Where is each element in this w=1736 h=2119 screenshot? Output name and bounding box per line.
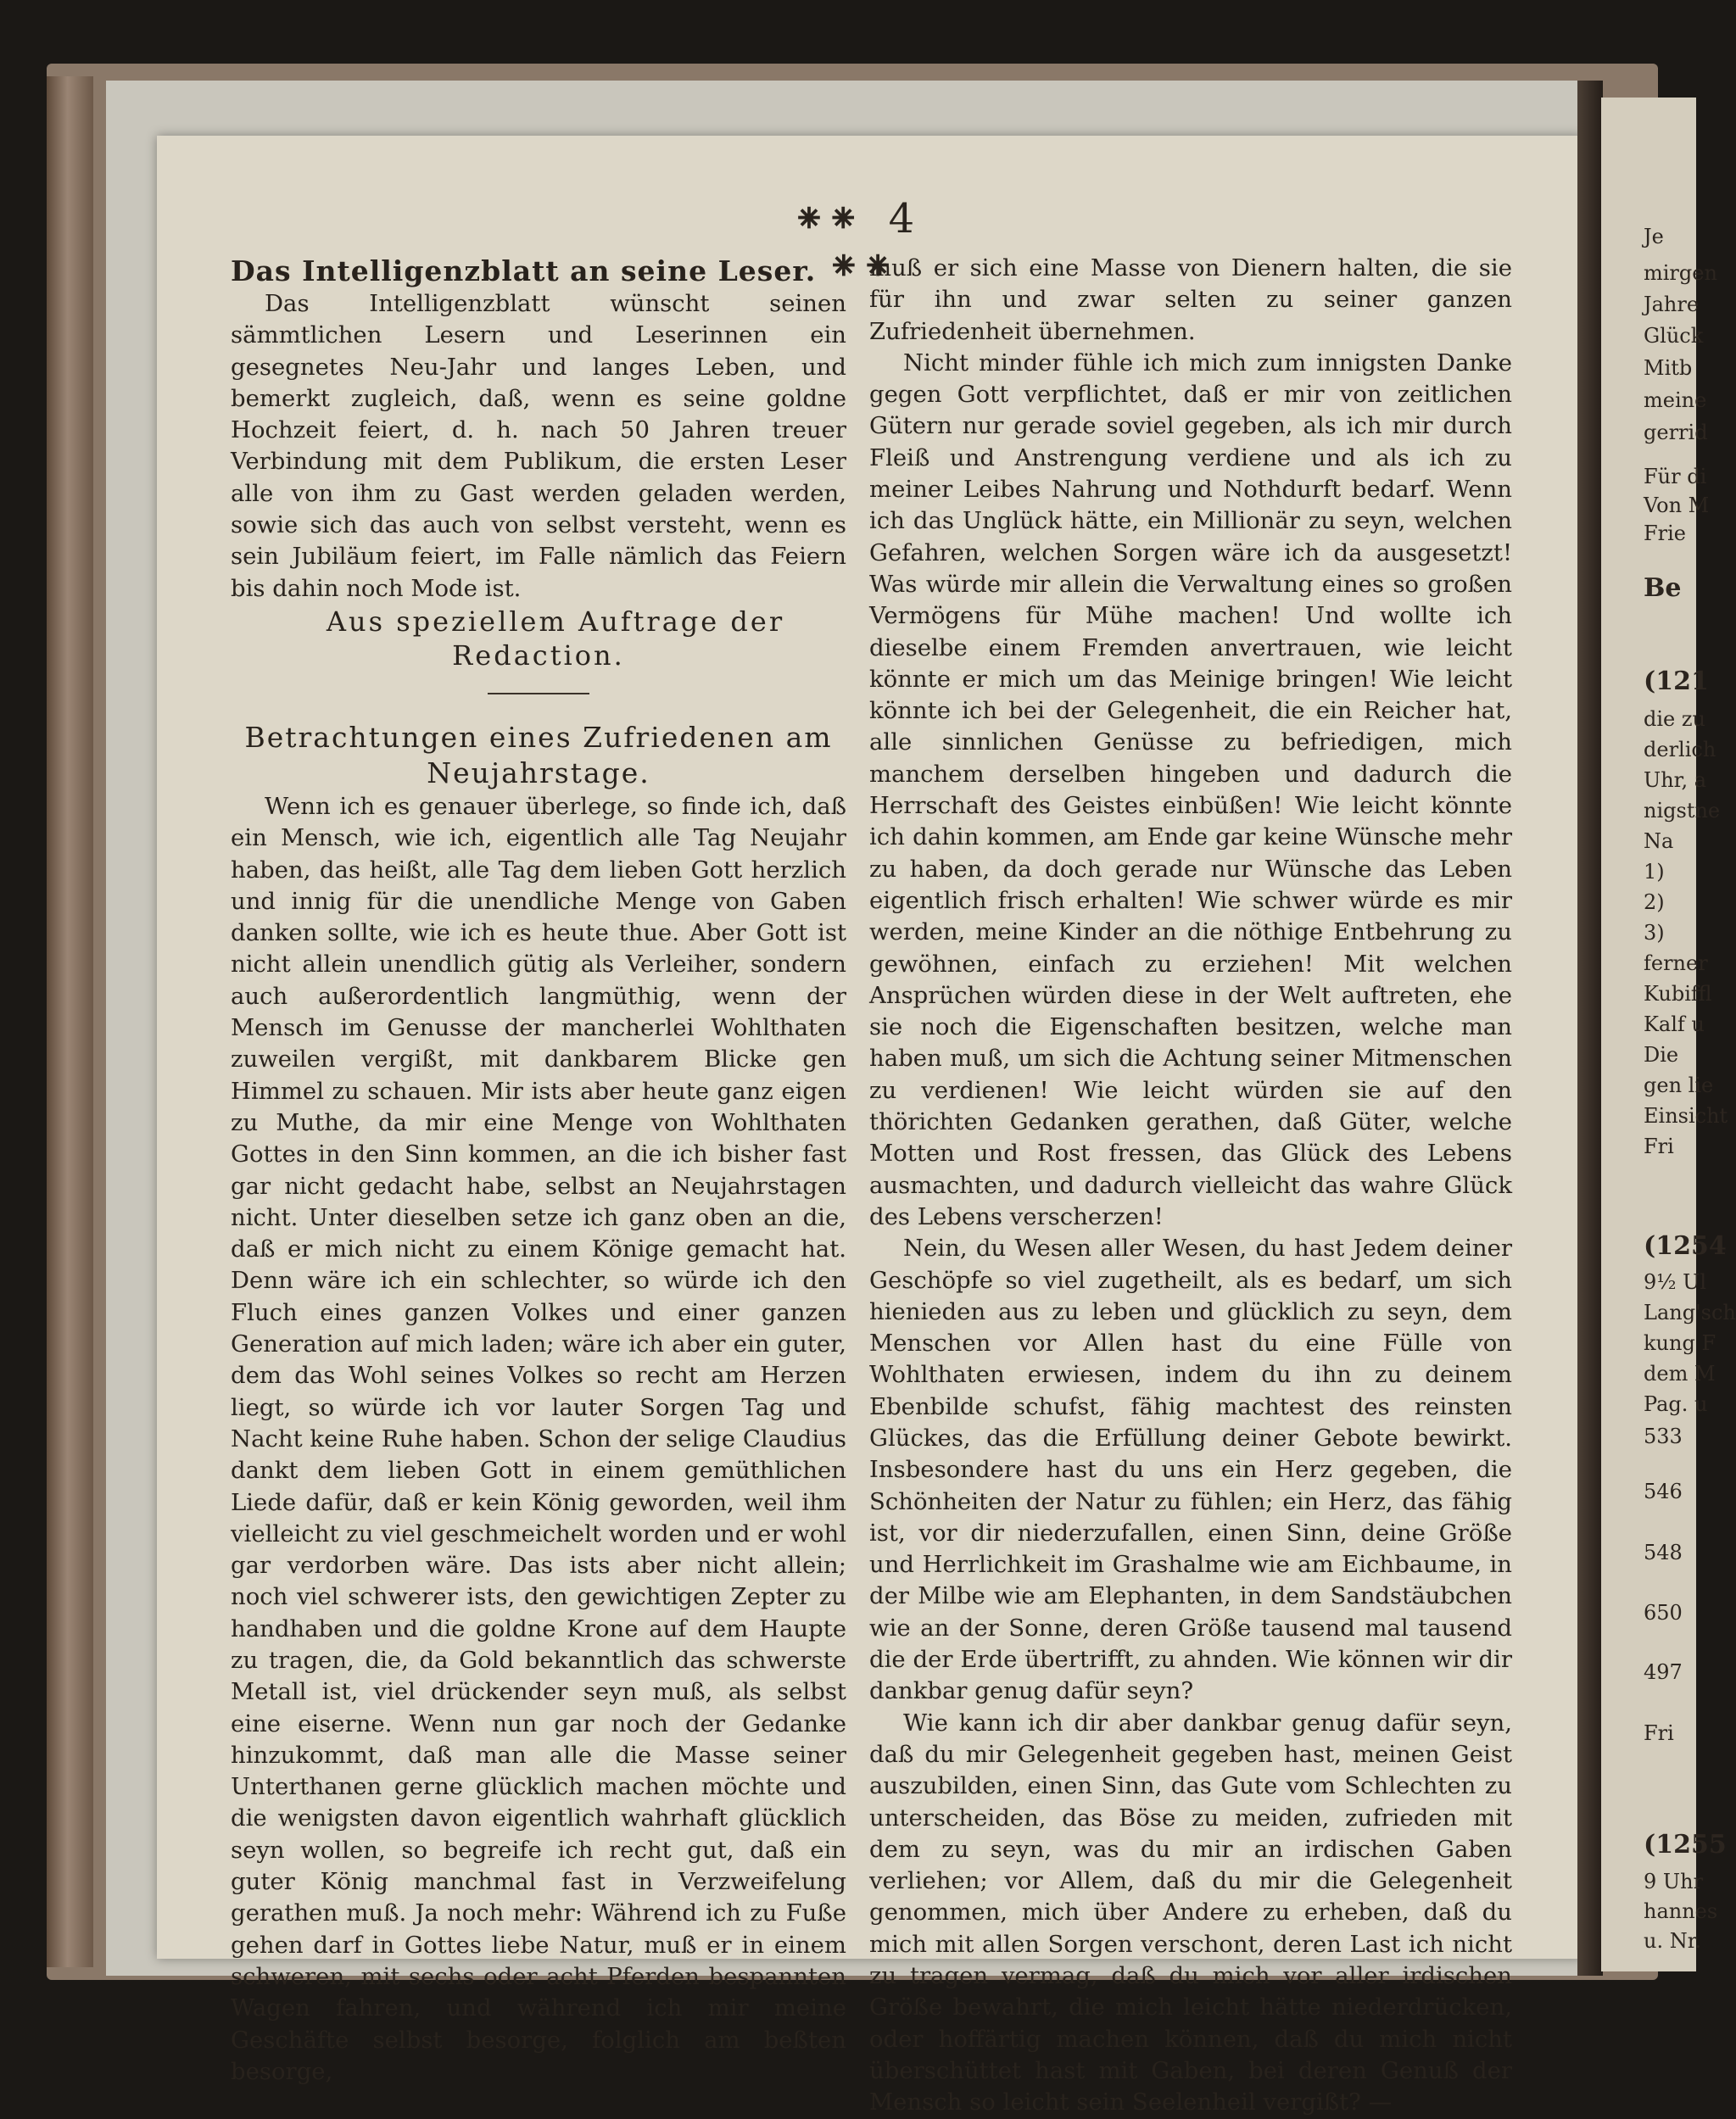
notice-title: Das Intelligenzblatt an seine Leser. bbox=[231, 254, 817, 287]
next-page-fragment: gerrid bbox=[1644, 421, 1708, 444]
article-title: Betrachtungen eines Zufriedenen am Neujahrstage. bbox=[244, 720, 833, 789]
next-page-fragment: 9½ Ul bbox=[1644, 1270, 1707, 1294]
next-page-fragment: 1) bbox=[1644, 860, 1665, 884]
next-page-fragment: Pag. u bbox=[1644, 1392, 1708, 1416]
article-text-part-1: Wenn ich es genauer überlege, so finde ich, daß ein Mensch, wie ich, eigentlich alle Tag Neujahr haben, das heißt, alle Tag dem lieben Gott herzlich und innig für die unendliche Menge von Gaben danken sollte, wie ich es heute thue. Aber Gott ist nicht allein unendlich gütig als Verleiher, sondern auch außerordentlich langmüthig, wenn der Mensch im Genusse der mancherlei Wohlthaten zuweilen vergißt, mit dankbarem Blicke gen Himmel zu schauen. Mir ists aber heute ganz eigen zu Muthe, da mir eine Menge von Wohlthaten Gottes in den Sinn kommen, an die ich bisher fast gar nicht gedacht habe, selbst an Neujahrstagen nicht. Unter dieselben setze ich ganz oben an die, daß er mich nicht zu einem Könige gemacht hat. Denn wäre ich ein schlechter, so würde ich den Fluch eines ganzen Volkes und einer ganzen Generation auf mich laden; wäre ich aber ein guter, dem das Wohl seines Volkes so recht am Herzen liegt, so würde ich vor lauter Sorgen Tag und Nacht keine Ruhe haben. Schon der selige Claudius dankt dem lieben Gott in einem gemüthlichen Liede dafür, daß er kein König geworden, weil ihm vielleicht zu viel geschmeichelt worden und er wohl gar verdorben wäre. Das ists aber nicht allein; noch viel schwerer ists, den gewichtigen Zepter zu handhaben und die goldne Krone auf dem Haupte zu tragen, die, da Gold bekanntlich das schwerste Metall ist, viel drückender seyn muß, als selbst eine eiserne. Wenn nun gar noch der Gedanke hinzukommt, daß man alle die Masse seiner Unterthanen gerne glücklich machen möchte und die wenigsten davon eigentlich wahrhaft glücklich seyn wollen, so begreife ich recht gut, daß ein guter König manchmal fast in Verzweifelung gerathen muß. Ja noch mehr: Während ich zu Fuße gehen darf in Gottes liebe Natur, muß er in einem schweren, mit sechs oder acht Pferden bespannten Wagen fahren, und während ich mir meine Geschäfte selbst besorge, folglich am beßten besorge, bbox=[231, 792, 846, 2085]
next-page-fragment: Fri bbox=[1644, 1135, 1674, 1158]
next-page-fragment: Na bbox=[1644, 829, 1674, 853]
next-page-fragment: Je bbox=[1644, 225, 1664, 248]
next-page-fragment: 9 Uhr bbox=[1644, 1870, 1704, 1893]
article-paragraph: Wie kann ich dir aber dankbar genug dafür seyn, daß du mir Gelegenheit gegeben hast, meinen Geist auszubilden, einen Sinn, das Gute vom Schlechten zu unterscheiden, das Böse zu meiden, zufrieden mit dem zu seyn, was du mir an irdischen Gaben verliehen; vor Allem, daß du mir die Gelegenheit genommen, mich über Andere zu erheben, daß du mich mit allen Sorgen verschont, deren Last ich nicht zu tragen vermag, daß du mich vor aller irdischen Größe bewahrt, die mich leicht hätte niederdrücken, oder hoffärtig machen können, daß du mich nicht überschüttet hast mit Gaben, bei deren Genuß der Mensch so leicht sein Seelenheil vergißt? — bbox=[869, 1709, 1512, 2116]
next-page-fragment: mirgen bbox=[1644, 261, 1717, 285]
next-page-fragment: kung F bbox=[1644, 1331, 1716, 1355]
next-page-fragment: Für di bbox=[1644, 465, 1707, 488]
next-page-fragment: Mitb bbox=[1644, 356, 1693, 380]
next-page-fragment: Glück bbox=[1644, 324, 1704, 348]
next-page-fragment: ferner bbox=[1644, 951, 1708, 975]
next-page-fragment: Lang'sch bbox=[1644, 1301, 1736, 1324]
next-page-fragment: nigstne bbox=[1644, 799, 1721, 823]
next-page-fragment: derlich bbox=[1644, 738, 1716, 761]
next-page-fragment: Kubiffl bbox=[1644, 982, 1712, 1006]
next-page-fragment: Von M bbox=[1644, 494, 1710, 517]
next-page-fragment: 650 bbox=[1644, 1601, 1683, 1625]
next-page-fragment: Kalf u bbox=[1644, 1012, 1705, 1036]
left-column bbox=[231, 254, 846, 2088]
page-number: 4 bbox=[888, 195, 915, 243]
next-page-fragment: Be bbox=[1644, 573, 1682, 603]
article-paragraph: Nicht minder fühle ich mich zum innigsten Danke gegen Gott verpflichtet, daß er mir von zeitlichen Gütern nur gerade soviel gegeben, als ich mir durch Fleiß und Anstrengung verdiene und als ich zu meiner Leibes Nahrung und Nothdurft bedarf. Wenn ich das Unglück hätte, ein Millionär zu seyn, welchen Gefahren, welchen Sorgen wäre ich da ausgesetzt! Was würde mir allein die Verwaltung eines so großen Vermögens für Mühe machen! Und wollte ich dieselbe einem Fremden anvertrauen, wie leicht könnte er mich um das Meinige bringen! Wie leicht könnte ich bei der Gelegenheit, die ein Reicher hat, alle sinnlichen Genüsse zu befriedigen, mich manchem derselben hingeben und dadurch die Herrschaft des Geistes einbüßen! Wie leicht könnte ich dahin kommen, am Ende gar keine Wünsche mehr zu haben, da doch gerade nur Wünsche das Leben eigentlich frisch erhalten! Wie schwer würde es mir werden, meine Kinder an die nöthige Entbehrung zu gewöhnen, einfach zu erziehen! Mit welchen Ansprüchen würden diese in der Welt auftreten, ehe sie noch die Eigenschaften besitzen, welche man haben muß, um sich die Achtung seiner Mitmenschen zu verdienen! Wie leicht würden sie auf den thörichten Gedanken gerathen, daß Güter, welche Motten und Rost fressen, das Glück des Lebens ausmachten, und dadurch vielleicht das wahre Glück des Lebens verscherzen! bbox=[869, 349, 1512, 1230]
notice-signature: Aus speziellem Auftrage der Redaction. bbox=[326, 605, 785, 672]
next-page-fragment: 497 bbox=[1644, 1660, 1683, 1684]
article-paragraph: Nein, du Wesen aller Wesen, du hast Jedem deiner Geschöpfe so viel zugetheilt, als es bedarf, um sich hienieden aus zu leben und glücklich zu seyn, dem Menschen vor Allen hast du eine Fülle von Wohlthaten erwiesen, indem du ihn zu deinem Ebenbilde schufst, fähig machtest des reinsten Glückes, das die Erfüllung deiner Gebote bewirkt. Insbesondere hast du uns ein Herz gegeben, die Schönheiten der Natur zu fühlen; ein Herz, das fähig ist, vor dir niederzufallen, einen Sinn, deine Größe und Herrlichkeit im Grashalme wie am Eichbaume, in der Milbe wie am Elephanten, in dem Sandstäubchen wie an der Sonne, deren Größe tausend mal tausend die der Erde übertrifft, zu ahnden. Wie können wir dir dankbar genug dafür seyn? bbox=[869, 1235, 1512, 1705]
folio-ornament-right: ⁕⁕ bbox=[826, 243, 896, 290]
right-column bbox=[869, 253, 1512, 2119]
next-page-fragment: Die bbox=[1644, 1043, 1679, 1067]
next-page-fragment: meine bbox=[1644, 388, 1707, 412]
next-page-fragment: (1255 bbox=[1644, 1830, 1727, 1860]
next-page-fragment: 548 bbox=[1644, 1541, 1683, 1564]
next-page-fragment: dem M bbox=[1644, 1362, 1716, 1386]
book-spine-edge bbox=[47, 76, 93, 1967]
book-gutter bbox=[1577, 81, 1603, 1976]
next-page-fragment: gen lie bbox=[1644, 1073, 1714, 1097]
next-page-fragment: 546 bbox=[1644, 1480, 1683, 1503]
next-page-fragment: Jahre bbox=[1644, 293, 1700, 316]
next-page-fragment: hannes bbox=[1644, 1899, 1718, 1923]
next-page-fragment: 533 bbox=[1644, 1425, 1683, 1448]
next-page-fragment: Uhr, a bbox=[1644, 768, 1707, 792]
next-page-fragment: Frie bbox=[1644, 521, 1687, 545]
next-page-fragment: Fri bbox=[1644, 1721, 1674, 1745]
section-divider bbox=[488, 693, 589, 694]
next-page-fragment: 3) bbox=[1644, 921, 1665, 945]
article-paragraph: muß er sich eine Masse von Dienern halten, die sie für ihn und zwar selten zu seiner ganzen Zufriedenheit übernehmen. bbox=[869, 254, 1512, 345]
next-page-fragment: Einsicht bbox=[1644, 1104, 1728, 1128]
notice-text: Das Intelligenzblatt wünscht seinen sämmtlichen Lesern und Leserinnen ein gesegnetes Neu-Jahr und langes Leben, und bemerkt zugleich, daß, wenn es seine goldne Hochzeit feiert, d. h. nach 50 Jahren treuer Verbindung mit dem Publikum, die ersten Leser alle von ihm zu Gast werden geladen werden, sowie sich das auch von selbst versteht, wenn es sein Jubiläum feiert, im Falle nämlich das Feiern bis dahin noch Mode ist. bbox=[231, 290, 846, 602]
next-page-fragment: (121 bbox=[1644, 666, 1709, 696]
next-page-fragment: (1254 bbox=[1644, 1231, 1727, 1261]
folio-ornament-left: ⁕⁕ bbox=[791, 195, 861, 243]
next-page-fragment: u. Nr. bbox=[1644, 1929, 1702, 1953]
next-page-fragment: die zu bbox=[1644, 707, 1705, 731]
next-page-fragment: 2) bbox=[1644, 890, 1665, 914]
